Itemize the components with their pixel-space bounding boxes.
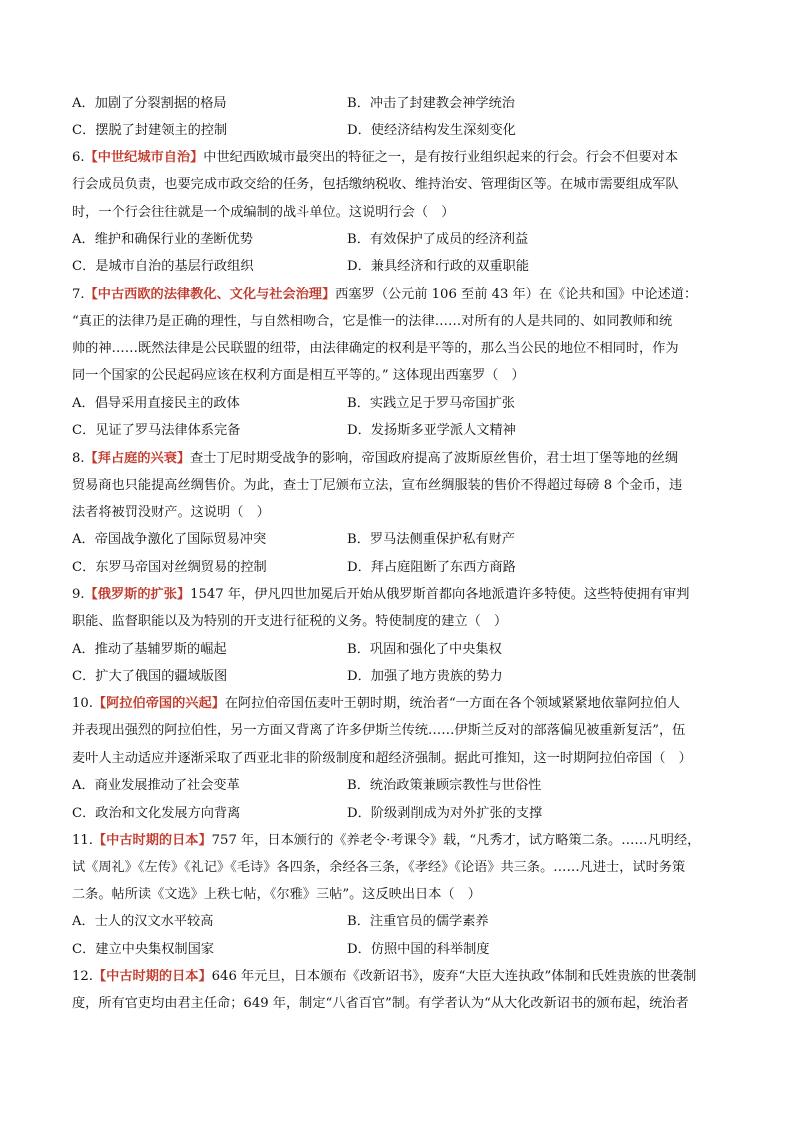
q8-number: 8. <box>72 451 85 466</box>
q9-option-d: D．加强了地方贵族的势力 <box>347 669 503 684</box>
q7-stem-line-3: 帅的神……既然法律是公民联盟的纽带，由法律确定的权利是平等的，那么当公民的地位不相同时，作为 <box>72 341 679 356</box>
q8-text: 查士丁尼时期受战争的影响，帝国政府提高了波斯原丝售价，君士坦丁堡等地的丝绸 <box>190 451 679 466</box>
q8-option-b: B．罗马法侧重保护私有财产 <box>347 532 515 547</box>
q10-option-c: C．政治和文化发展方向背离 <box>72 806 241 821</box>
q11-topic-tag: 【中古时期的日本】 <box>92 833 212 848</box>
q12-topic-tag: 【中古时期的日本】 <box>92 969 212 984</box>
q8-topic-tag: 【拜占庭的兴衰】 <box>84 451 191 466</box>
q7-option-c: C．见证了罗马法律体系完备 <box>72 423 241 438</box>
q7-topic-tag: 【中古西欧的法律教化、文化与社会治理】 <box>84 287 336 302</box>
q11-stem-line-3: 二条。帖所读《文选》上秩七帖，《尔雅》三帖”。这反映出日本（ ） <box>72 887 481 902</box>
q12-stem-line-2: 度，所有官吏均由君主任命；649 年，制定“八省百官”制。有学者认为“从大化改新诏书的颁布起，统治者 <box>72 996 689 1011</box>
q10-text: 在阿拉伯帝国伍麦叶王朝时期，统治者“一方面在各个领域紧紧地依靠阿拉伯人 <box>224 696 680 711</box>
q7-option-a: A．倡导采用直接民主的政体 <box>72 396 240 411</box>
q11-option-c: C．建立中央集权制国家 <box>72 942 214 957</box>
q11-option-b: B．注重官员的儒学素养 <box>347 914 489 929</box>
q11-number: 11. <box>72 833 93 848</box>
q6-stem-line-3: 时，一个行会往往就是一个成编制的战斗单位。这说明行会（ ） <box>72 205 455 220</box>
q9-option-b: B．巩固和强化了中央集权 <box>347 642 502 657</box>
q6-topic-tag: 【中世纪城市自治】 <box>84 150 204 165</box>
q6-number: 6. <box>72 150 85 165</box>
q10-option-b: B．统治政策兼顾宗教性与世俗性 <box>347 778 542 793</box>
q8-option-a: A．帝国战争激化了国际贸易冲突 <box>72 532 267 547</box>
q6-stem-line-1 <box>72 150 724 166</box>
q11-text: 757 年，日本颁行的《养老令·考课令》载，“凡秀才，试方略策二条。……凡明经， <box>211 833 701 848</box>
q6-text: 中世纪西欧城市最突出的特征之一，是有按行业组织起来的行会。行会不但要对本 <box>203 150 679 165</box>
q8-stem-line-3: 法者将被罚没财产。这说明（ ） <box>72 505 270 520</box>
q10-stem-line-3: 麦叶人主动适应并逐渐采取了西亚北非的阶级制度和超经济强制。据此可推知，这一时期阿拉伯帝国（ ） <box>72 751 692 766</box>
q11-option-d: D．仿照中国的科举制度 <box>347 942 490 957</box>
q9-text: 1547 年，伊凡四世加冕后开始从俄罗斯首都向各地派遣许多特使。这些特使拥有审判 <box>190 587 690 602</box>
q10-topic-tag: 【阿拉伯帝国的兴起】 <box>92 696 225 711</box>
q8-option-c: C．东罗马帝国对丝绸贸易的控制 <box>72 560 267 575</box>
q8-stem-line-1 <box>72 451 724 467</box>
q8-stem-line-2: 贸易商也只能提高丝绸售价。为此，查士丁尼颁布立法，宣布丝绸服装的售价不得超过每磅 8 个金币，违 <box>72 478 683 493</box>
q6-option-b: B．有效保护了成员的经济利益 <box>347 232 529 247</box>
q10-option-d: D．阶级剥削成为对外扩张的支撑 <box>347 806 543 821</box>
q10-number: 10. <box>72 696 93 711</box>
q12-number: 12. <box>72 969 93 984</box>
q7-number: 7. <box>72 287 85 302</box>
q6-option-a: A．维护和确保行业的垄断优势 <box>72 232 253 247</box>
q12-stem-line-1 <box>72 969 724 985</box>
q11-stem-line-2: 试《周礼》《左传》《礼记》《毛诗》各四条，余经各三条，《孝经》《论语》共三条。……凡进士，试时务策 <box>72 860 686 875</box>
q7-stem-line-2: “真正的法律乃是正确的理性，与自然相吻合，它是惟一的法律……对所有的人是共同的、如同教师和统 <box>72 314 673 329</box>
q9-option-a: A．推动了基辅罗斯的崛起 <box>72 642 227 657</box>
q7-stem-line-4: 同一个国家的公民起码应该在权利方面是相互平等的。” 这体现出西塞罗（ ） <box>72 368 525 383</box>
q11-stem-line-1 <box>72 833 724 849</box>
q10-option-a: A．商业发展推动了社会变革 <box>72 778 240 793</box>
q10-stem-line-2: 并表现出强烈的阿拉伯性，另一方面又背离了许多伊斯兰传统……伊斯兰反对的部落偏见被重新复活”，伍 <box>72 723 686 738</box>
q8-option-d: D．拜占庭阻断了东西方商路 <box>347 560 516 575</box>
q5-option-a: A．加剧了分裂割据的格局 <box>72 96 227 111</box>
q10-stem-line-1 <box>72 696 724 712</box>
q11-option-a: A．士人的汉文水平较高 <box>72 914 214 929</box>
q9-stem-line-1 <box>72 587 724 603</box>
q9-topic-tag: 【俄罗斯的扩张】 <box>84 587 191 602</box>
q5-option-c: C．摆脱了封建领主的控制 <box>72 123 228 138</box>
q7-stem-line-1 <box>72 287 724 303</box>
q9-number: 9. <box>72 587 85 602</box>
q6-option-d: D．兼具经济和行政的双重职能 <box>347 259 530 274</box>
q7-option-d: D．发扬斯多亚学派人文精神 <box>347 423 516 438</box>
q9-option-c: C．扩大了俄国的疆域版图 <box>72 669 228 684</box>
q6-option-c: C．是城市自治的基层行政组织 <box>72 259 254 274</box>
q9-stem-line-2: 职能、监督职能以及为特别的开支进行征税的义务。特使制度的建立（ ） <box>72 614 508 629</box>
q5-option-b: B．冲击了封建教会神学统治 <box>347 96 515 111</box>
q12-text: 646 年元旦，日本颁布《改新诏书》，废弃“大臣大连执政”体制和氏姓贵族的世袭制 <box>211 969 697 984</box>
q7-text: 西塞罗（公元前 106 至前 43 年）在《论共和国》中论述道： <box>335 287 698 302</box>
q5-option-d: D．使经济结构发生深刻变化 <box>347 123 516 138</box>
q7-option-b: B．实践立足于罗马帝国扩张 <box>347 396 515 411</box>
q6-stem-line-2: 行会成员负责，也要完成市政交给的任务，包括缴纳税收、维持治安、管理街区等。在城市需要组成军队 <box>72 177 679 192</box>
